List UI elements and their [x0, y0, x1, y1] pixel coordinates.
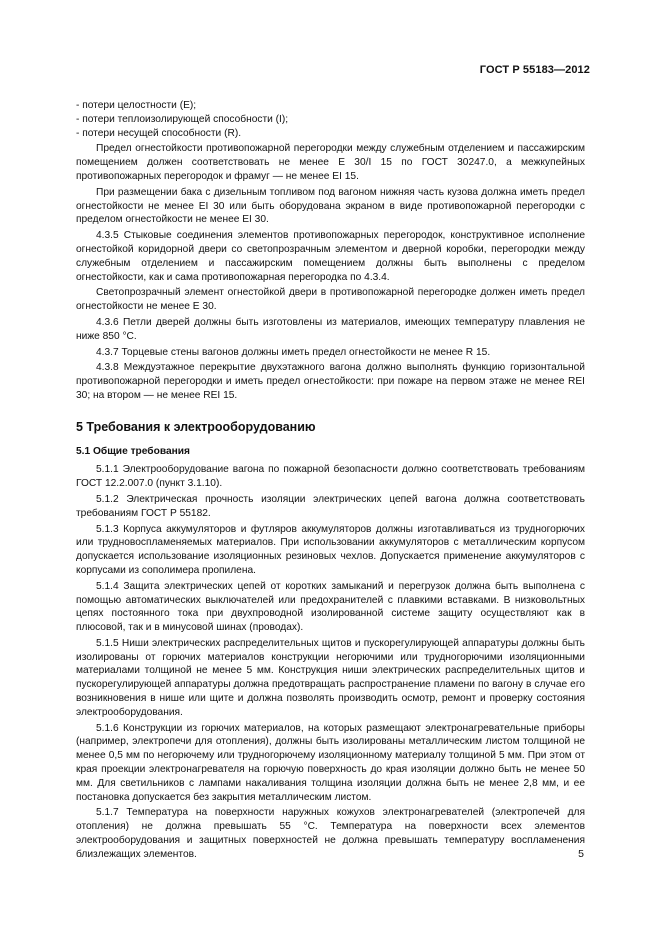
document-header: ГОСТ Р 55183—2012 — [479, 64, 590, 76]
paragraph: Предел огнестойкости противопожарной перегородки между служебным отделением и пассажирским помещением должен соответствовать не менее Е 30/I 15 по ГОСТ 30247.0, а межкупейных противопожарных перегородок и фрамуг — не менее EI 15. — [76, 143, 585, 182]
paragraph-4-3-6: 4.3.6 Петли дверей должны быть изготовлены из материалов, имеющих температуру плавления не ниже 850 °С. — [76, 316, 585, 342]
paragraph-5-1-1: 5.1.1 Электрооборудование вагона по пожарной безопасности должно соответствовать требованиям ГОСТ 12.2.007.0 (пункт 3.1.10). — [76, 464, 585, 490]
list-item-integrity-loss: - потери целостности (Е); — [76, 100, 197, 111]
paragraph-4-3-8: 4.3.8 Междуэтажное перекрытие двухэтажного вагона должно выполнять функцию горизонтальной противопожарной перегородки и иметь предел огнестойкости: при пожаре на первом этаже не менее REI 30; на втором — не менее REI 15. — [76, 362, 585, 401]
paragraph-5-1-7: 5.1.7 Температура на поверхности наружных кожухов электронагревателей (электропечей для отопления) не должна превышать 55 °С. Температура на поверхности всех элементов электрооборудования и защитных поверхностей не должна превышать температуру воспламенения близлежащих элементов. — [76, 807, 585, 860]
paragraph-5-1-3: 5.1.3 Корпуса аккумуляторов и футляров аккумуляторов должны изготавливаться из трудногорючих или трудновоспламеняемых материалов. При использовании аккумуляторов с металлическим корпусом допускается использование изоляционных резиновых чехлов. Допускается применение аккумуляторов с корпусами из сополимера пропилена. — [76, 523, 585, 576]
subsection-title: 5.1 Общие требования — [76, 445, 190, 457]
paragraph: Светопрозрачный элемент огнестойкой двери в противопожарной перегородке должен иметь предел огнестойкости не менее Е 30. — [76, 287, 585, 313]
paragraph-4-3-7: 4.3.7 Торцевые стены вагонов должны иметь предел огнестойкости не менее R 15. — [96, 346, 491, 358]
paragraph-4-3-5: 4.3.5 Стыковые соединения элементов противопожарных перегородок, конструктивное исполнение огнестойкой коридорной двери со светопрозрачным элементом и дверной коробки, перегородки между служебным отделением и пассажирским помещением должны быть выполнены с пределом огнестойкости, как и сама противопожарная перегородка по 4.3.4. — [76, 230, 585, 283]
list-item-insulation-loss: - потери теплоизолирующей способности (I); — [76, 113, 289, 125]
document-body — [76, 99, 585, 864]
paragraph-5-1-2: 5.1.2 Электрическая прочность изоляции электрических цепей вагона должна соответствовать требованиям ГОСТ Р 55182. — [76, 493, 585, 519]
section-title: 5 Требования к электрооборудованию — [76, 419, 316, 434]
paragraph-5-1-6: 5.1.6 Конструкции из горючих материалов, на которых размещают электронагревательные приборы (например, электропечи для отопления), должны быть изолированы металлическим листом толщиной не менее 0,5 мм по негорючему или трудногорючему изоляционному материалу толщиной 5 мм. При этом от края проекции электронагревателя на горючую поверхность до края изоляции должно быть не менее 50 мм. Для светильников с лампами накаливания толщина изоляции должна быть не менее 2,8 мм, и ее постановка допускается без закрытия металлическим листом. — [76, 722, 585, 803]
paragraph-5-1-5: 5.1.5 Ниши электрических распределительных щитов и пускорегулирующей аппаратуры должны быть изолированы от горючих материалов конструкции негорючими или трудногорючими изоляционными материалами толщиной не менее 5 мм. Конструкция ниши электрических распределительных щитов и пускорегулирующей аппаратуры должна предотвращать распространение пламени по вагону в случае его возникновения в нише или щите и должна позволять производить осмотр, ремонт и проверку состояния электрооборудования. — [76, 637, 585, 718]
paragraph-5-1-4: 5.1.4 Защита электрических цепей от коротких замыканий и перегрузок должна быть выполнена с помощью автоматических выключателей или предохранителей с плавкими вставками. В низковольтных цепях постоянного тока при двухпроводной изолированной системе защиту осуществляют как в плюсовой, так и в минусовой шинах (проводах). — [76, 580, 585, 634]
list-item-bearing-loss: - потери несущей способности (R). — [76, 127, 242, 139]
paragraph: При размещении бака с дизельным топливом под вагоном нижняя часть кузова должна иметь предел огнестойкости не менее EI 30 или быть оборудована экраном в виде противопожарной перегородки с пределом огнестойкости не менее EI 30. — [76, 186, 585, 226]
page-number: 5 — [578, 848, 584, 860]
